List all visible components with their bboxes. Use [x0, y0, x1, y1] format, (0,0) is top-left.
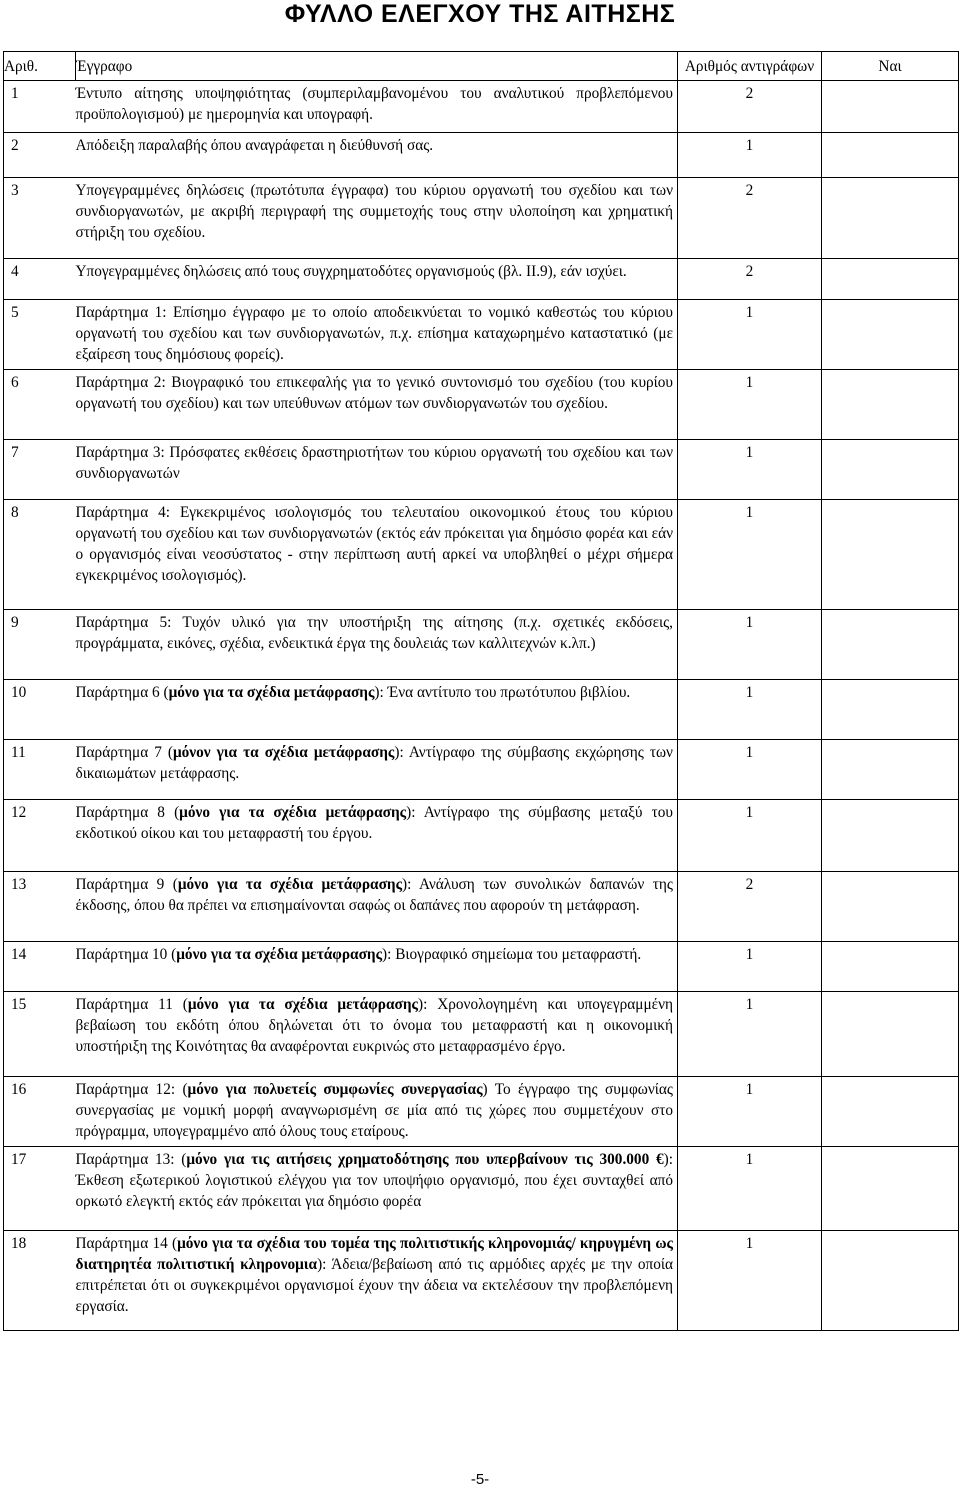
- document-text: Παράρτημα 10 (: [75, 946, 177, 963]
- row-yes-checkbox[interactable]: [822, 500, 959, 610]
- document-text: Απόδειξη παραλαβής όπου αναγράφεται η διεύθυνσή σας.: [75, 137, 434, 154]
- row-yes-checkbox[interactable]: [822, 370, 959, 440]
- row-copies: 1: [678, 133, 822, 178]
- row-number: 2: [4, 133, 76, 178]
- document-emphasis: μόνο για τα σχέδια του τομέα της πολιτιστικής κληρονομιάς/ κηρυγμένη ως διατηρητέα πολιτιστική κληρονομια: [75, 1235, 673, 1273]
- document-emphasis: μόνο για τα σχέδια μετάφρασης: [176, 946, 383, 963]
- table-body: [4, 81, 959, 1331]
- document-emphasis: μόνον για τα σχέδια μετάφρασης: [172, 744, 395, 761]
- row-yes-checkbox[interactable]: [822, 610, 959, 680]
- document-text: Έντυπο αίτησης υποψηφιότητας (συμπεριλαμβανομένου του αναλυτικού προβλεπόμενου προϋπολογισμού) με ημερομηνία και υπογραφή.: [75, 85, 673, 123]
- row-copies: 1: [678, 740, 822, 800]
- table-row: [4, 992, 959, 1077]
- row-yes-checkbox[interactable]: [822, 992, 959, 1077]
- row-number: 12: [4, 800, 76, 872]
- row-copies: 1: [678, 610, 822, 680]
- document-text: Υπογεγραμμένες δηλώσεις (πρωτότυπα έγγραφα) του κύριου οργανωτή του σχεδίου και των συνδιοργανωτών, με ακριβή περιγραφή της συμμετοχής τους στην υλοποίηση και χρηματική στήριξη του σχεδίου.: [75, 182, 673, 241]
- table-row: [4, 872, 959, 942]
- header-yes: Ναι: [822, 52, 959, 81]
- row-document: [76, 133, 678, 178]
- row-number: 16: [4, 1077, 76, 1147]
- header-copies: Αριθμός αντιγράφων: [678, 52, 822, 81]
- row-number: 6: [4, 370, 76, 440]
- row-yes-checkbox[interactable]: [822, 680, 959, 740]
- table-row: [4, 81, 959, 133]
- table-row: [4, 800, 959, 872]
- row-number: 11: [4, 740, 76, 800]
- row-document: [76, 440, 678, 500]
- row-document: [76, 992, 678, 1077]
- document-text: Παράρτημα 6 (: [75, 684, 169, 701]
- table-row: [4, 259, 959, 300]
- row-copies: 1: [678, 942, 822, 992]
- document-text: Υπογεγραμμένες δηλώσεις από τους συγχρηματοδότες οργανισμούς (βλ. ΙΙ.9), εάν ισχύει.: [75, 263, 627, 280]
- document-text: Παράρτημα 13: (: [75, 1151, 187, 1168]
- row-copies: 1: [678, 500, 822, 610]
- row-number: 1: [4, 81, 76, 133]
- table-row: [4, 370, 959, 440]
- table-row: [4, 680, 959, 740]
- document-text: ): Αντίγραφο της σύμβασης μεταξύ του εκδοτικού οίκου και του μεταφραστή του έργου.: [75, 804, 673, 842]
- table-row: [4, 440, 959, 500]
- document-text: ): Ανάλυση των συνολικών δαπανών της έκδοσης, όπου θα πρέπει να επισημαίνονται σαφώς οι δαπάνες που αφορούν τη μετάφραση.: [75, 876, 673, 914]
- row-copies: 1: [678, 800, 822, 872]
- page-number: -5-: [470, 1471, 490, 1488]
- row-document: [76, 942, 678, 992]
- row-copies: 2: [678, 872, 822, 942]
- row-copies: 1: [678, 1147, 822, 1231]
- row-document: [76, 872, 678, 942]
- row-number: 9: [4, 610, 76, 680]
- document-text: Παράρτημα 12: (: [75, 1081, 188, 1098]
- row-number: 14: [4, 942, 76, 992]
- document-text: Παράρτημα 9 (: [75, 876, 178, 893]
- document-text: Παράρτημα 8 (: [75, 804, 180, 821]
- document-emphasis: μόνο για τα σχέδια μετάφρασης: [177, 876, 403, 893]
- document-emphasis: μόνο για τα σχέδια μετάφρασης: [168, 684, 375, 701]
- table-row: [4, 610, 959, 680]
- table-row: [4, 1231, 959, 1331]
- document-emphasis: μόνο για τις αιτήσεις χρηματοδότησης που υπερβαίνουν τις 300.000 €: [186, 1151, 664, 1168]
- table-row: [4, 178, 959, 259]
- document-text: Παράρτημα 14 (: [75, 1235, 178, 1252]
- row-document: [76, 1077, 678, 1147]
- row-yes-checkbox[interactable]: [822, 1077, 959, 1147]
- row-number: 13: [4, 872, 76, 942]
- row-document: [76, 500, 678, 610]
- table-row: [4, 1147, 959, 1231]
- row-document: [76, 740, 678, 800]
- row-number: 15: [4, 992, 76, 1077]
- row-number: 17: [4, 1147, 76, 1231]
- document-text: Παράρτημα 3: Πρόσφατες εκθέσεις δραστηριοτήτων του κύριου οργανωτή του σχεδίου και των συνδιοργανωτών: [75, 444, 673, 482]
- header-number: Αριθ.: [4, 52, 76, 81]
- row-document: [76, 680, 678, 740]
- row-copies: 2: [678, 81, 822, 133]
- table-row: [4, 942, 959, 992]
- table-header-row: [4, 52, 959, 81]
- row-yes-checkbox[interactable]: [822, 740, 959, 800]
- document-text: ) Το έγγραφο της συμφωνίας συνεργασίας με νομική μορφή αναγνωρισμένη σε μία από τις χώρες που συμμετέχουν στο πρόγραμμα, υπογεγραμμένο από όλους τους εταίρους.: [75, 1081, 673, 1140]
- row-document: [76, 610, 678, 680]
- document-text: Παράρτημα 4: Εγκεκριμένος ισολογισμός του τελευταίου οικονομικού έτους του κύριου οργανωτή του σχεδίου και των συνδιοργανωτών (εκτός εάν πρόκειται για δημόσιο φορέα και εάν ο οργανισμός είναι νεοσύστατος - στην περίπτωση αυτή αρκεί να υποβληθεί ο μέχρι σήμερα εγκεκριμένος ισολογισμός).: [75, 504, 673, 584]
- document-emphasis: μόνο για τα σχέδια μετάφρασης: [187, 996, 418, 1013]
- document-text: Παράρτημα 11 (: [75, 996, 188, 1013]
- table-row: [4, 740, 959, 800]
- row-document: [76, 800, 678, 872]
- row-yes-checkbox[interactable]: [822, 872, 959, 942]
- row-number: 5: [4, 300, 76, 370]
- row-document: [76, 178, 678, 259]
- document-text: Παράρτημα 5: Τυχόν υλικό για την υποστήριξη της αίτησης (π.χ. σχετικές εκδόσεις, προγράμματα, εικόνες, σχέδια, ενδεικτικά έργα της δουλειάς των καλλιτεχνών κ.λπ.): [75, 614, 673, 652]
- table-row: [4, 1077, 959, 1147]
- row-yes-checkbox[interactable]: [822, 1147, 959, 1231]
- row-yes-checkbox[interactable]: [822, 133, 959, 178]
- row-document: [76, 259, 678, 300]
- row-number: 8: [4, 500, 76, 610]
- row-copies: 1: [678, 1231, 822, 1331]
- document-text: ): Βιογραφικό σημείωμα του μεταφραστή.: [382, 946, 642, 963]
- document-text: Παράρτημα 7 (: [75, 744, 173, 761]
- document-text: ): Άδεια/βεβαίωση από τις αρμόδιες αρχές με την οποία επιτρέπεται ότι οι συγκεκριμένοι οργανισμοί έχουν την άδεια να εκτελέσουν την προβλεπόμενη εργασία.: [75, 1256, 673, 1315]
- row-yes-checkbox[interactable]: [822, 1231, 959, 1331]
- document-emphasis: μόνο για πολυετείς συμφωνίες συνεργασίας: [187, 1081, 483, 1098]
- row-copies: 1: [678, 680, 822, 740]
- row-copies: 1: [678, 300, 822, 370]
- table-row: [4, 300, 959, 370]
- row-yes-checkbox[interactable]: [822, 178, 959, 259]
- row-copies: 1: [678, 440, 822, 500]
- row-copies: 1: [678, 992, 822, 1077]
- checklist-table: [3, 51, 959, 1331]
- row-number: 7: [4, 440, 76, 500]
- document-text: ): Έκθεση εξωτερικού λογιστικού ελέγχου για τον υποψήφιο οργανισμό, που έχει συνταχθεί από ορκωτό ελεγκτή εκτός εάν πρόκειται για δημόσιο φορέα: [75, 1151, 673, 1210]
- document-text: Παράρτημα 1: Επίσημο έγγραφο με το οποίο αποδεικνύεται το νομικό καθεστώς του κύριου οργανωτή του σχεδίου και των συνδιοργανωτών, π.χ. επίσημα καταχωρημένο καταστατικό (με εξαίρεση τους δημόσιους φορείς).: [75, 304, 673, 363]
- row-yes-checkbox[interactable]: [822, 300, 959, 370]
- row-document: [76, 1231, 678, 1331]
- document-text: ): Αντίγραφο της σύμβασης εκχώρησης των δικαιωμάτων μετάφρασης.: [75, 744, 673, 782]
- document-text: ): Ένα αντίτυπο του πρωτότυπου βιβλίου.: [374, 684, 631, 701]
- row-document: [76, 81, 678, 133]
- table-row: [4, 500, 959, 610]
- table-row: [4, 133, 959, 178]
- row-number: 10: [4, 680, 76, 740]
- row-number: 3: [4, 178, 76, 259]
- row-copies: 2: [678, 178, 822, 259]
- page-title: ΦΥΛΛΟ ΕΛΕΓΧΟΥ ΤΗΣ ΑΙΤΗΣΗΣ: [284, 0, 676, 28]
- row-document: [76, 300, 678, 370]
- row-number: 18: [4, 1231, 76, 1331]
- row-number: 4: [4, 259, 76, 300]
- document-text: ): Χρονολογημένη και υπογεγραμμένη βεβαίωση του εκδότη όπου δηλώνεται ότι το όνομα του μεταφραστή και η οικονομική υποστήριξη της Κοινότητας θα αναφέρονται ευκρινώς στο μεταφρασμένο έργο.: [75, 996, 674, 1055]
- row-yes-checkbox[interactable]: [822, 942, 959, 992]
- row-yes-checkbox[interactable]: [822, 800, 959, 872]
- document-emphasis: μόνο για τα σχέδια μετάφρασης: [179, 804, 407, 821]
- row-yes-checkbox[interactable]: [822, 440, 959, 500]
- header-document: Έγγραφο: [76, 52, 678, 81]
- row-copies: 1: [678, 1077, 822, 1147]
- row-yes-checkbox[interactable]: [822, 81, 959, 133]
- document-text: Παράρτημα 2: Βιογραφικό του επικεφαλής για το γενικό συντονισμό του σχεδίου (του κυρίου οργανωτή του σχεδίου) και των υπεύθυνων ατόμων των συνδιοργανωτών του σχεδίου.: [75, 374, 673, 412]
- row-document: [76, 370, 678, 440]
- row-copies: 1: [678, 370, 822, 440]
- row-yes-checkbox[interactable]: [822, 259, 959, 300]
- row-copies: 2: [678, 259, 822, 300]
- row-document: [76, 1147, 678, 1231]
